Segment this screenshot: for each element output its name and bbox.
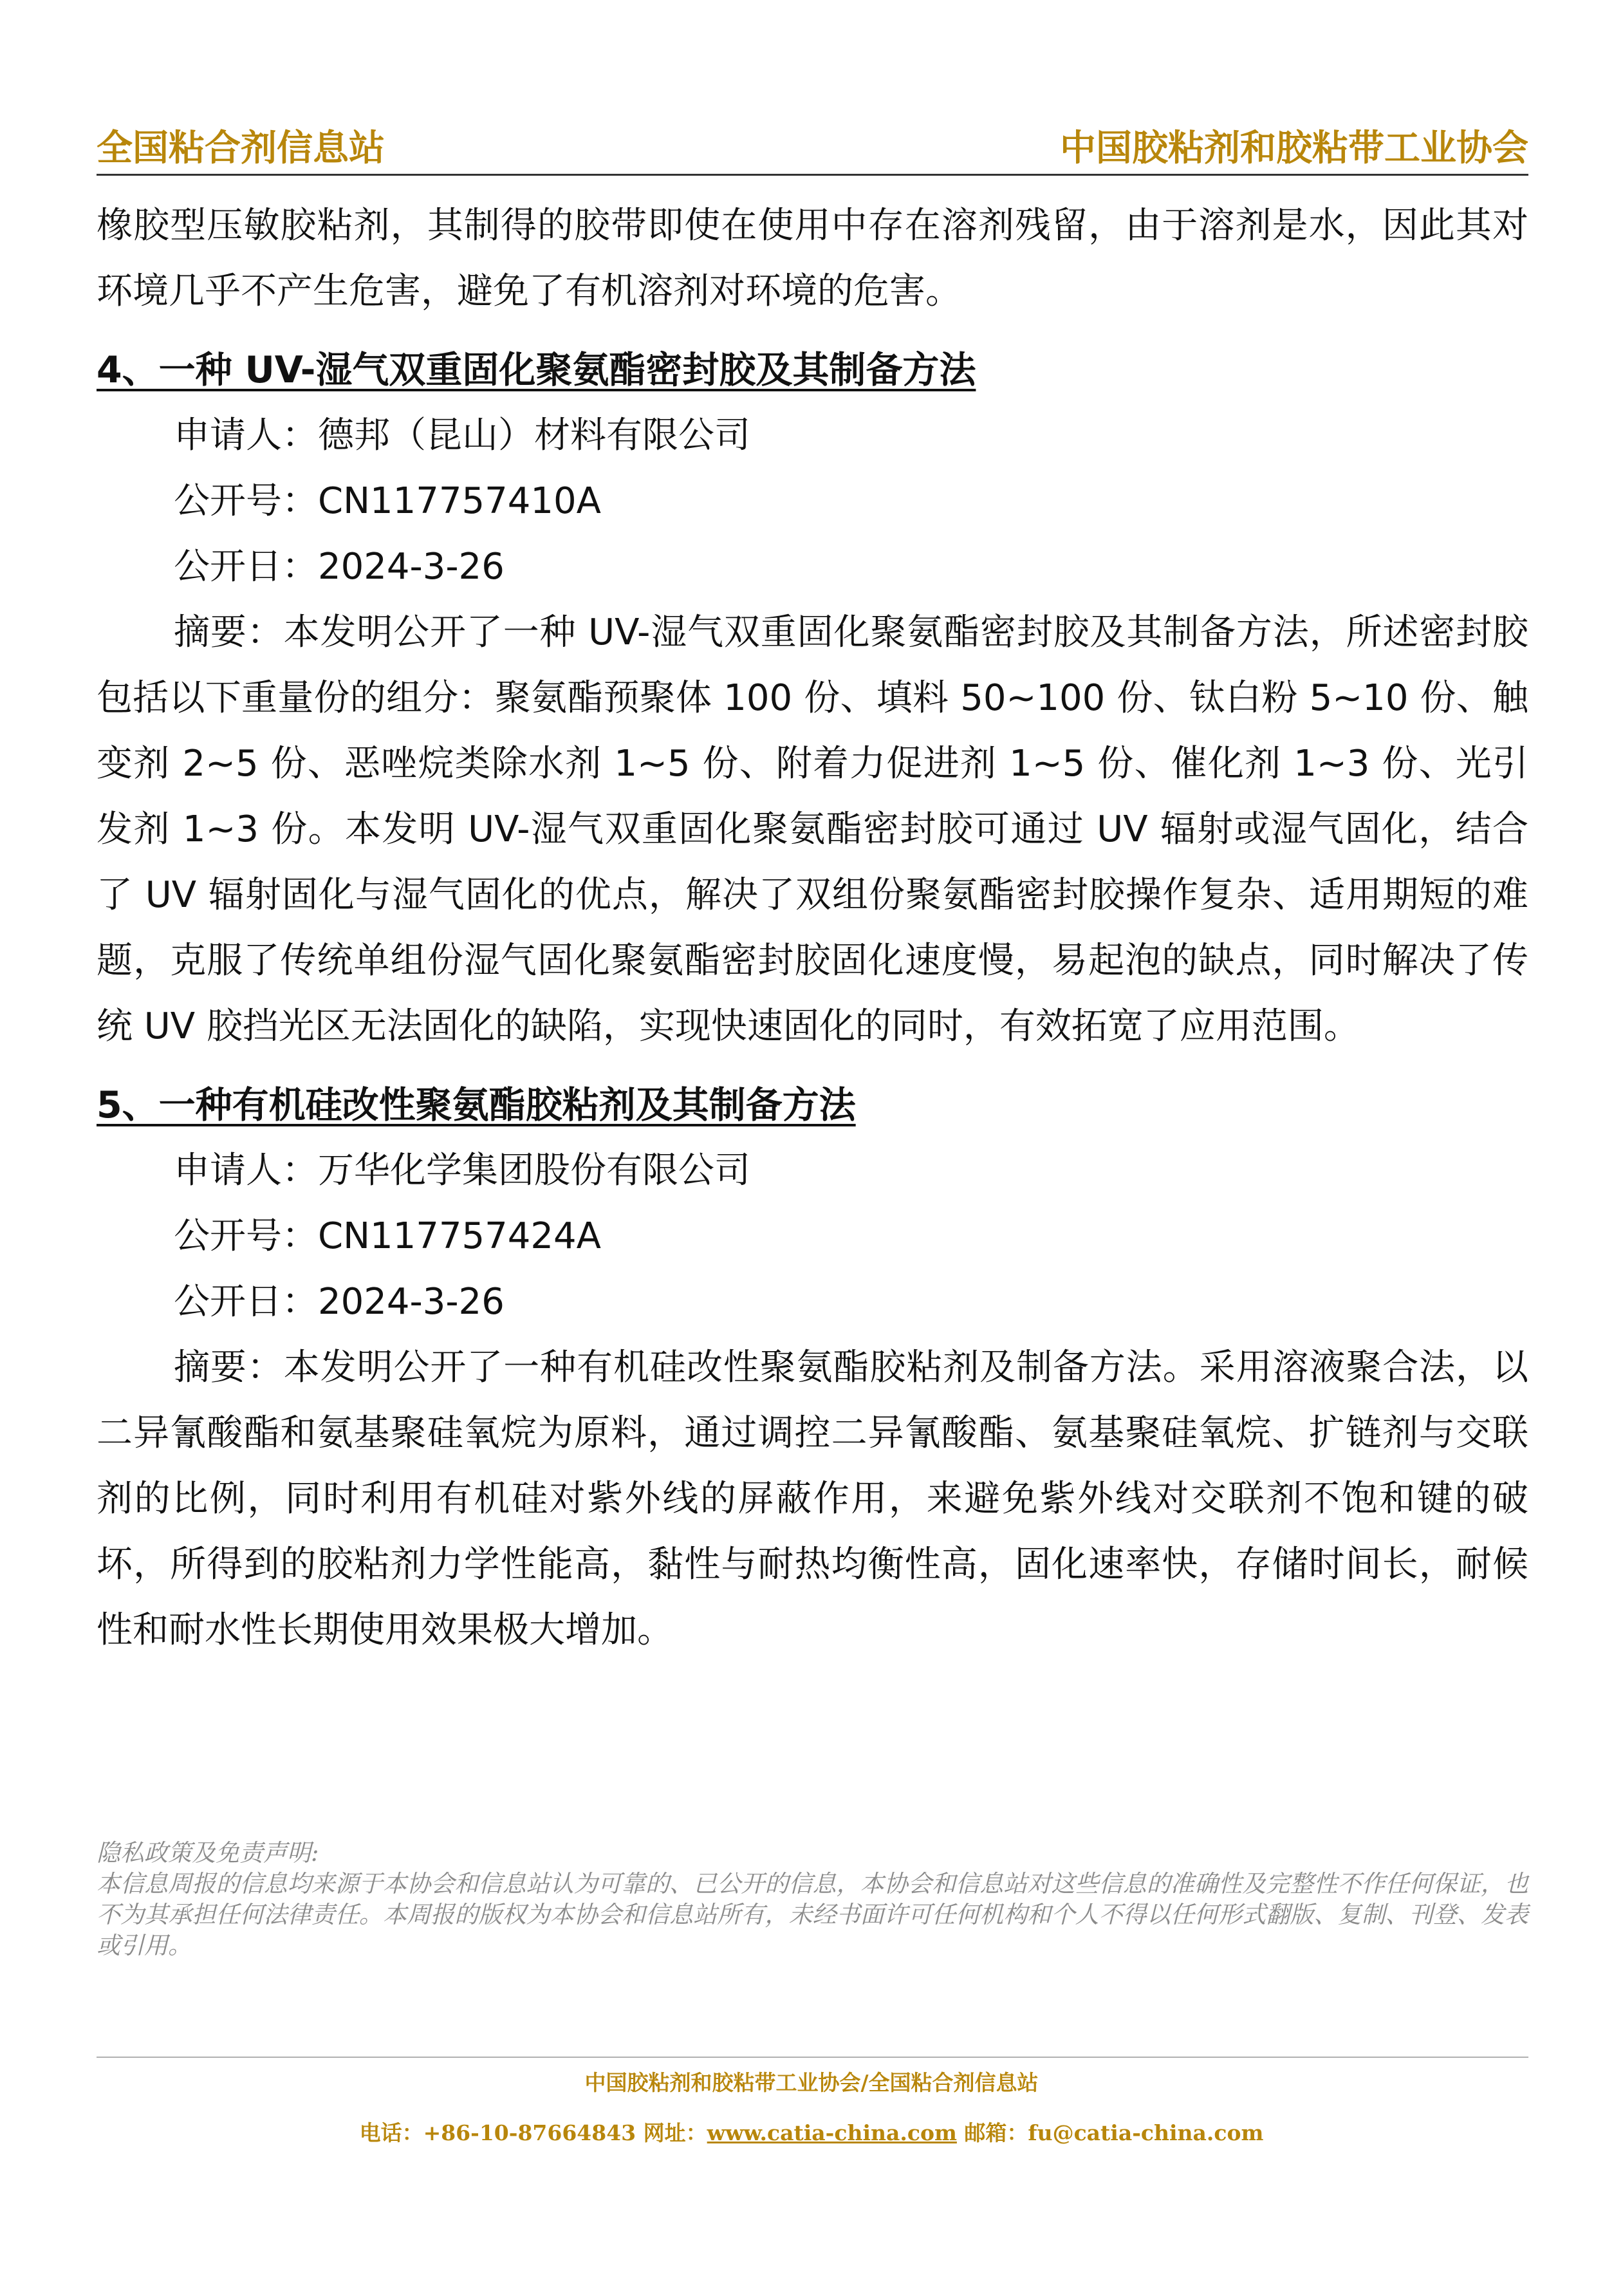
footer-website-label: 网址：	[636, 2120, 707, 2145]
footer-divider	[97, 2057, 1528, 2058]
footer-contact	[0, 2116, 1623, 2147]
footer-email: fu@catia-china.com	[1028, 2120, 1264, 2145]
disclaimer-body: 本信息周报的信息均来源于本协会和信息站认为可靠的、已公开的信息，本协会和信息站对这些信息的准确性及完整性不作任何保证，也不为其承担任何法律责任。本周报的版权为本协会和信息站所有，未经书面许可任何机构和个人不得以任何形式翻版、复制、刊登、发表或引用。	[97, 1870, 1528, 1959]
header-site-name: 全国粘合剂信息站	[97, 127, 385, 169]
patent-item-4	[97, 337, 1528, 1059]
patent-title: 5、一种有机硅改性聚氨酯胶粘剂及其制备方法	[97, 1084, 856, 1126]
footer-email-label: 邮箱：	[956, 2120, 1028, 2145]
patent-abstract: 摘要：本发明公开了一种 UV-湿气双重固化聚氨酯密封胶及其制备方法，所述密封胶包括以下重量份的组分：聚氨酯预聚体 100 份、填料 50~100 份、钛白粉 5~10 份、触变剂 2~5 份、恶唑烷类除水剂 1~5 份、附着力促进剂 1~5 份、催化剂 1~3 份、光引发剂 1~3 份。本发明 UV-湿气双重固化聚氨酯密封胶可通过 UV 辐射或湿气固化，结合了 UV 辐射固化与湿气固化的优点，解决了双组份聚氨酯密封胶操作复杂、适用期短的难题，克服了传统单组份湿气固化聚氨酯密封胶固化速度慢，易起泡的缺点，同时解决了传统 UV 胶挡光区无法固化的缺陷，实现快速固化的同时，有效拓宽了应用范围。	[97, 611, 1528, 1047]
document-body	[97, 193, 1528, 1663]
patent-abstract: 摘要：本发明公开了一种有机硅改性聚氨酯胶粘剂及制备方法。采用溶液聚合法，以二异氰酸酯和氨基聚硅氧烷为原料，通过调控二异氰酸酯、氨基聚硅氧烷、扩链剂与交联剂的比例，同时利用有机硅对紫外线的屏蔽作用，来避免紫外线对交联剂不饱和键的破坏，所得到的胶粘剂力学性能高，黏性与耐热均衡性高，固化速率快，存储时间长，耐候性和耐水性长期使用效果极大增加。	[97, 1347, 1528, 1651]
header-association-name: 中国胶粘剂和胶粘带工业协会	[1060, 127, 1528, 169]
privacy-disclaimer	[97, 1838, 1528, 1961]
footer-website-link[interactable]: www.catia-china.com	[707, 2120, 957, 2145]
patent-publication-date: 公开日：2024-3-26	[174, 1281, 505, 1323]
patent-item-5	[97, 1072, 1528, 1663]
patent-applicant: 申请人：德邦（昆山）材料有限公司	[174, 415, 750, 456]
patent-title: 4、一种 UV-湿气双重固化聚氨酯密封胶及其制备方法	[97, 349, 976, 391]
page-header	[97, 115, 1528, 176]
patent-publication-date: 公开日：2024-3-26	[174, 546, 505, 588]
disclaimer-title: 隐私政策及免责声明:	[97, 1839, 319, 1867]
patent-publication-number: 公开号：CN117757410A	[174, 480, 601, 522]
intro-paragraph: 橡胶型压敏胶粘剂，其制得的胶带即使在使用中存在溶剂残留，由于溶剂是水，因此其对环境几乎不产生危害，避免了有机溶剂对环境的危害。	[97, 205, 1528, 312]
footer-phone: 电话：+86-10-87664843	[359, 2120, 636, 2145]
patent-applicant: 申请人：万华化学集团股份有限公司	[174, 1150, 750, 1191]
patent-publication-number: 公开号：CN117757424A	[174, 1215, 601, 1257]
footer-organization: 中国胶粘剂和胶粘带工业协会/全国粘合剂信息站	[584, 2070, 1039, 2095]
